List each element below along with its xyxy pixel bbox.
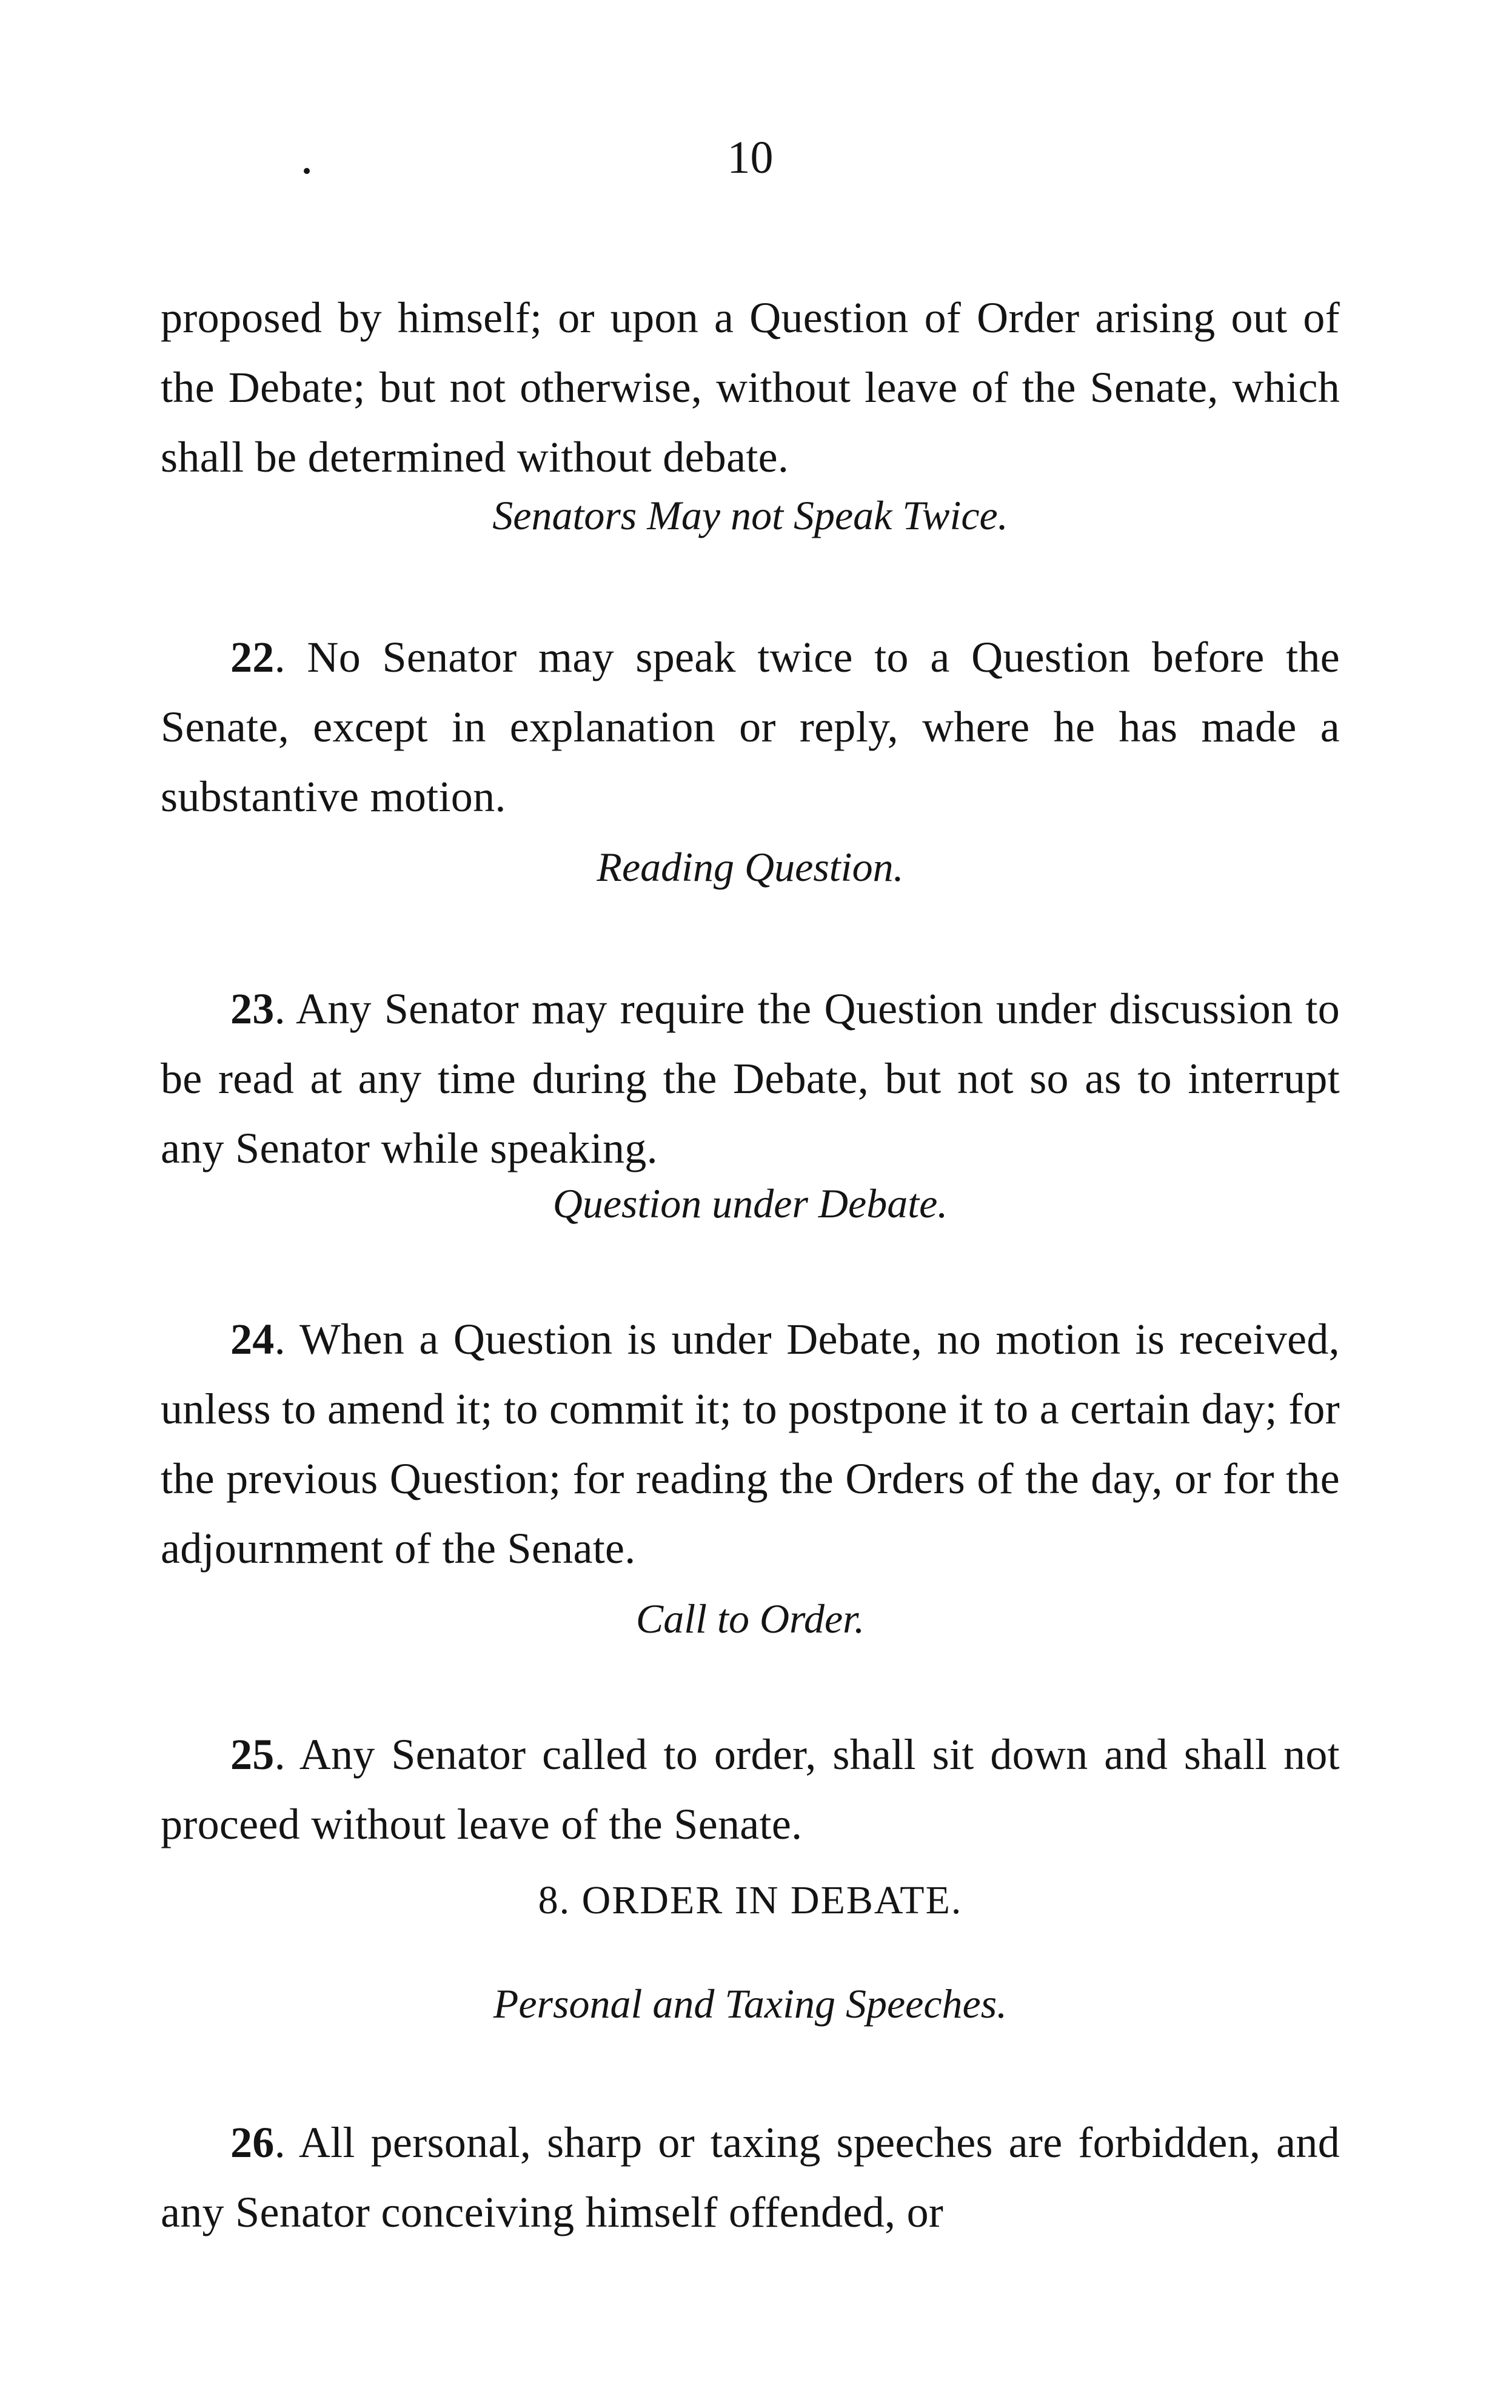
rule-22-paragraph xyxy=(161,623,1340,832)
rule-24-number: 24 xyxy=(230,1315,275,1363)
document-page xyxy=(161,0,1340,2408)
rule-25-number: 25 xyxy=(230,1730,275,1779)
rule-26-heading: Personal and Taxing Speeches. xyxy=(493,1981,1008,2027)
rule-24-heading: Question under Debate. xyxy=(552,1180,948,1226)
rule-23-paragraph xyxy=(161,974,1340,1183)
opening-paragraph: proposed by himself; or upon a Question of Order arising out of the Debate; but not otherwise, without leave of the Senate, which shall be determined without debate. xyxy=(161,293,1340,481)
rule-25-paragraph xyxy=(161,1720,1340,1859)
rule-23-sep: . xyxy=(274,985,296,1033)
rule-26-paragraph xyxy=(161,2108,1340,2247)
section-title: 8. ORDER IN DEBATE. xyxy=(538,1878,963,1922)
rule-22-text: No Senator may speak twice to a Question before the Senate, except in explanation or reply, where he has made a substantive motion. xyxy=(161,633,1340,821)
print-mark xyxy=(304,168,310,174)
rule-23-heading: Reading Question. xyxy=(597,844,904,890)
rule-24-paragraph xyxy=(161,1305,1340,1584)
rule-25-heading: Call to Order. xyxy=(635,1596,865,1642)
rule-23-text: Any Senator may require the Question under discussion to be read at any time during the Debate, but not so as to interrupt any Senator while speaking. xyxy=(161,985,1340,1172)
rule-26-number: 26 xyxy=(230,2118,275,2167)
rule-25-sep: . xyxy=(274,1730,299,1779)
page-number: 10 xyxy=(727,132,774,183)
rule-22-sep: . xyxy=(274,633,307,681)
rule-23-number: 23 xyxy=(230,985,275,1033)
rule-26-text: All personal, sharp or taxing speeches are forbidden, and any Senator conceiving himself offended, or xyxy=(161,2118,1340,2236)
rule-24-text: When a Question is under Debate, no motion is received, unless to amend it; to commit it; to postpone it to a certain day; for the previous Question; for reading the Orders of the day, or for the adjournment of the Senate. xyxy=(161,1315,1340,1573)
rule-26-sep: . xyxy=(274,2118,299,2167)
rule-22-heading: Senators May not Speak Twice. xyxy=(492,492,1008,538)
rule-22-number: 22 xyxy=(230,633,275,681)
rule-24-sep: . xyxy=(274,1315,299,1363)
rule-25-text: Any Senator called to order, shall sit down and shall not proceed without leave of the Senate. xyxy=(161,1730,1340,1848)
